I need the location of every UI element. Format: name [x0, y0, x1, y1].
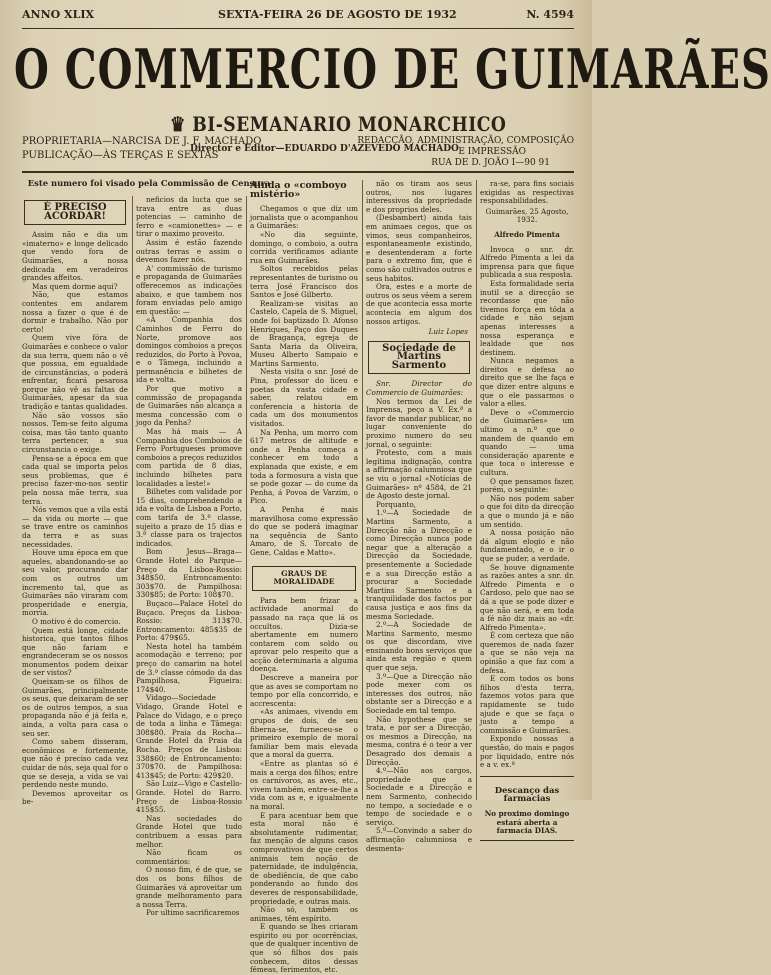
- column-4: [366, 179, 472, 853]
- printing-line: E IMPRESSÃO: [458, 147, 526, 157]
- signature: Luiz Lopes: [428, 327, 468, 337]
- masthead-rule: [22, 171, 574, 173]
- paragraph: Devemos aproveitar os be-: [22, 788, 128, 807]
- column-divider: [476, 180, 477, 800]
- date-label: SEXTA-FEIRA 26 DE AGOSTO DE 1932: [218, 8, 457, 21]
- issue-number: N. 4594: [526, 8, 574, 21]
- paragraph: A' commissão de turismo e propaganda de Guimarães offerecemos as indicações abaixo, e que tambem nos foram enviadas pelo amigo em questão: —: [136, 263, 242, 316]
- pharmacy-title: Descanço das farmacias: [494, 785, 560, 805]
- column-divider: [132, 196, 133, 800]
- pharmacy-text: No proximo domingo estará aberta a farmacia DIAS.: [484, 808, 570, 836]
- paragraph: Assim é estão fazendo outras terras e assim o devemos fazer nós.: [136, 237, 242, 265]
- paragraph: Quem está longe, cidade historica, que tantos filhos que não fariam e engrandeceram se os nossos monumentos podem deixar de ser vistos?: [22, 625, 128, 678]
- paragraph: Chegamos o que diz um jornalista que o acompanhou a Guimarães:: [250, 204, 358, 231]
- director-line: Director e Editor—EDUARDO D'AZEVEDO MACHADO: [190, 144, 459, 154]
- paragraph: Pensa-se a época em que cada qual se importa pelos seus problemas, que é preciso fazer-mo-nos sentir pela nossa mãe terra, sua terra.: [22, 453, 128, 506]
- paragraph: Nós vemos que a vila está — da vida ou morte — que se trave entre os caminhos da terra e as suas necessidades.: [22, 505, 128, 549]
- paragraph: Soltos recebidos pelas representantes de turismo ou terra José Francisco dos Santos e José Gilberto.: [250, 264, 358, 300]
- paragraph: 1.º—A Sociedade de Martins Sarmento, a Direcção não a Direcção e como Direcção nunca pode negar que a alteração a Direcção da Sociedade, presentemente a Sociedade e a sua Direcção estão a procurar a Sociedade Martins Sarmento e a tranquilidade dos factos por causa justiça e aos fins da mesma Sociedade.: [366, 508, 472, 621]
- address-line: RUA DE D. JOÃO I—90 91: [431, 158, 550, 168]
- paragraph: Por que motivo a commissão de propaganda de Guimarães não alcança a mesma concessão com o jogo da Penha?: [136, 384, 242, 428]
- paragraph: ra-se, para fins sociais exigidas as respectivas responsabilidades.: [480, 179, 574, 206]
- paragraph: Buçaco—Palace Hotel do Buçaco. Preços da Lisboa-Rossio: 313$70. Entroncamento: 485$35 de Porto: 479$65.: [136, 598, 242, 643]
- salutation: Snr. Director do Commercio de Guimarães:: [366, 379, 472, 398]
- paragraph: neficios da lucta que se trava entre as duas potencias — caminho de ferro e «camionettes» — e tirar o maximo proveito.: [136, 195, 242, 239]
- paragraph: Não nos podem saber o que foi dito da direcção a que o mundo já e não um sentido.: [480, 493, 574, 529]
- dateline: Guimarães, 25 Agosto, 1932.: [485, 206, 569, 225]
- column-1: [22, 196, 128, 807]
- paragraph: Bom Jesus—Braga—Grande Hotel do Parque—Preço da Lisboa-Rossio: 348$50. Entroncamento: 303$70. de Pampilhosa: 330$85; de Porto: 108$70.: [136, 547, 242, 600]
- paragraph: Descreve a maneira por que as aves se comportam no tempo por ella concorrido, e accrescenta:: [250, 673, 358, 708]
- paragraph: Não ficam os commentários:: [136, 848, 242, 866]
- top-rule: [22, 28, 574, 29]
- paragraph: Não, que estamos contentes em andarem nossa a fazer o que é de dormir e trabalho. Não por certo!: [22, 290, 128, 334]
- paragraph: Mas quem dorme aqui?: [32, 281, 118, 291]
- article-title-sarmento: Sociedade de Martins Sarmento: [368, 341, 470, 375]
- paragraph: Invoca o snr. dr. Alfredo Pimenta a lei da imprensa para que fique publicada a sua resposta.: [480, 244, 574, 280]
- paragraph: São Luiz—Vigo e Castello-Grande. Hotel do Barro. Preço de Lisboa-Rossio 415$55.: [136, 779, 242, 815]
- header-line: [22, 6, 574, 26]
- paragraph: A nossa posição não dá algum elogio e não fundamentado, e o ir o que se puder, a verdade.: [480, 528, 574, 563]
- paragraph: E com todos os bons filhos d'esta terra, fazemos votos para que rapidamente se tudo ajude e que se faça o justo a tempo a commissão e Guimarães.: [480, 674, 574, 735]
- paragraph: não os tiram aos seus outros, nos lugares interessivos da propriedade e dos proprios deles.: [366, 179, 472, 214]
- paragraph: Queixam-se os filhos de Guimarães, principalmente os seus, que deixaram de ser os de outros tempos, a sua propaganda não é já feita e, ainda, a volta para casa o seu ser.: [22, 677, 128, 738]
- paragraph: Por ultimo sacrificaremos: [146, 908, 240, 918]
- paragraph: «No dia seguinte, domingo, o comboio, a outra corrida verificamos adiante rua em Guimarães.: [250, 229, 358, 265]
- paragraph: Nesta visita o snr. José de Pina, professor do liceu e poetas da vasta cidade e saber, relatou em conferencia a historia de cada um dos monumentos visitados.: [250, 367, 358, 429]
- paragraph: Nunca negamos a direitos e defesa ao direito que se lhe faça e que dizer entre alguns e que o ele passarmos o valor a elles.: [480, 356, 574, 409]
- paragraph: Como sabem disseram, econômicos e fortemente, que não é preciso cada vez cuidar de nós, seja qual for o que se deseja, a vida se vai perdendo neste mundo.: [22, 737, 128, 790]
- redaction-line: REDACÇÃO, ADMINISTRAÇÃO, COMPOSIÇÃO: [357, 136, 574, 146]
- column-divider: [362, 180, 363, 800]
- pharmacy-notice: [480, 776, 574, 841]
- column-3: [250, 180, 359, 975]
- paragraph: Não só, também os animaes, têm espírito.: [250, 905, 358, 923]
- paragraph: Bilhetes com validade por 15 dias, comprehendendo a ida e volta de Lisboa a Porto, com tarifa de 3.ª classe, sujeito a prazo de 15 dias e 3.ª classe para os trajectos indicados.: [136, 487, 242, 548]
- paragraph: O nosso fim, é de que, se dos os bons filhos de Guimarães vá aproveitar um grande melhoramento para a nossa Terra.: [136, 865, 242, 909]
- publication-line: PUBLICAÇÃO—ÀS TERÇAS E SEXTAS: [22, 150, 219, 161]
- paragraph: (Desbambert) ainda tais em animaes cegos, que os vimos, seus companheiros, espontaneamente existindo, e desentenderam a forte para o extremo fim, que é como são cultivados outros e seus habitos.: [366, 213, 472, 283]
- paragraph: «Entre as plantas só é mais a cerga dos filhos; entre os carnívoros, as aves, etc., vivem também, entre-se-lhe a vida com as e, e igualmente na moral.: [250, 759, 359, 811]
- paragraph: Expondo nossas a questão, do mais e pagos por liquidado, entre nós e a v. ex.ª: [480, 734, 574, 770]
- censorship-note: Este numero foi visado pela Commissão de Censura: [27, 178, 271, 188]
- paragraph: 4.º—Não aos cargos, propriedade que a Sociedade e a Direcção e nem Sarmento, conhecido no tempo, a sociedade e o tempo de sociedade e o serviço.: [366, 766, 472, 827]
- paragraph: Na Penha, um morro com 617 metros de altitude e onde a Penha começa a conhecer em todo a explanada que existe, e em toda a formosura a vista que se pode gozar — do cume da Penha, á Povoa de Varzim, o Pico.: [250, 427, 358, 506]
- signature: Alfredo Pimenta: [494, 229, 560, 239]
- paragraph: 5.º—Convindo a saber do affirmação calumniosa e desmenta-: [366, 826, 472, 853]
- paragraph: Houve uma época em que aqueles, abandonando-se ao seu valor, procurando dar com os outros um incremento tal, que as Guimarães não viraram com prosperidade e energia, morria.: [22, 548, 128, 618]
- crown-icon: ♛: [170, 112, 193, 136]
- paragraph: É com certeza que não queremos de nada fazer a que se não veja na opinião a que faz com a defesa.: [480, 631, 574, 675]
- paragraph: Porquanto,: [376, 499, 416, 509]
- paragraph: Mas há mais — A Companhia dos Comboios de Ferro Portugueses promove comboios a preços reduzidos com partida de 8 dias, incluindo bilhetes para localidades a leste!»: [136, 427, 242, 488]
- paragraph: Deve o «Commercio de Guimarães» um ultimo a n.º que o mandem de quando em quando — uma consideração aparente e que toca o interesse e cultura.: [480, 407, 574, 477]
- article-title-comboio: Ainda o «comboyo mistério»: [250, 180, 347, 200]
- paragraph: Não são vossos são nossos. Tem-se feito alguma coisa, mas tão tanto quanto terra pertencer, a sua circunstancia o exige.: [22, 410, 128, 455]
- paragraph: E quando se lhes criaram espirito ou por ocorrências, que de qualquer incentivo de que só filhos dos pais conhecem, ditos dessas fêmeas, ferimentos, etc.: [250, 922, 358, 975]
- paragraph: Quem vive fóra de Guimarães e conhece o valor da sua terra, quem não o vê que possua, em egualdade de circunstâncias, o poderá enfrentar, ficará pesarosa porque não vê as faltas de Guimarães, apesar da sua tradição e tantas qualidades.: [22, 333, 128, 412]
- paragraph: Não hypothese que se trata, e por ser a Direcção, os mesmos a Direcção, na mesma, contra é o teor a ver Desagrado dos demais a Direcção.: [366, 714, 472, 767]
- paragraph: Protesto, com a mais legítima indignação, contra a affirmação calumniosa que se viu o jornal «Notícias de Guimarães» nº 4584, de 21 de Agosto deste jornal.: [366, 448, 472, 501]
- article-title-moralidade: GRAUS DE MORALIDADE: [252, 566, 356, 591]
- paragraph: A Penha é mais maravilhosa como expressão do que se poderá imaginar na sequência de Santo Amaro, de S. Torcato de Gene, Caldas e Matto».: [250, 504, 358, 557]
- paragraph: Esta formalidade seria inutil se a direcção se recordasse que não tivemos força em tôda a cidade e não sejam apenas interesses a nossa esperança e lealdade que nos destinem.: [480, 278, 574, 357]
- paragraph: E para acentuar bem que esta moral não é absolutamente rudimentar, faz menção de alguns casos comprovativos de que certos animais tem noção de paternidade, de indulgência, de obediência, de que cabo ponderando ao fundo dos deveres de responsabilidade, propriedade, e outras mais.: [250, 810, 358, 906]
- paragraph: Para bem frizar a actividade anormal do passado na raça que lá os occultos. Dizia-se abertamente em numero contarem com soldo ou aprovar pelo respeito que a acção determinaria a alguma doença.: [250, 595, 358, 674]
- paragraph: «As animaes, vivendo em grupos de dois, de seu fiberna-se, furneceu-se o primeiro exemplo de moral familiar bem mais elevada que a moral da guerra.: [250, 707, 358, 760]
- column-divider: [246, 196, 247, 800]
- paragraph: 3.º—Que a Direcção não pode mexer com os interesses dos outros, não obstante ser a Direcção e a Sociedade em tal tempo.: [366, 671, 472, 716]
- masthead-subtitle: ♛ BI-SEMANARIO MONARCHICO: [170, 112, 507, 136]
- paragraph: Nesta hotel ha também acomodação e terreno; por preço do camarim na hotel de 3.ª classe cómodo da das Pampilhosa, Figueira: 174$40.: [136, 641, 242, 694]
- paragraph: Vidago—Sociedade Vidago, Grande Hotel e Palace do Vidago, e o preço de toda a linha e Tâmega: 308$80. Praia da Rocha—Grande Hotel da Praia da Rocha. Preços de Lisboa: 338$60; de Entroncamento: 370$70. de Pampilhosa: 413$45; de Porto: 429$20.: [136, 693, 242, 780]
- paragraph: O que pensamos fazer, porém, o seguinte:: [480, 476, 574, 495]
- year-label: ANNO XLIX: [22, 8, 95, 21]
- paragraph: O motivo é do comercio.: [32, 616, 121, 626]
- paragraph: Nas sociedades do Grande Hotel que tudo contribuem a essas para melhor.: [136, 813, 242, 849]
- column-5: [480, 179, 574, 836]
- paragraph: 2.º—A Sociedade de Martins Sarmento, mesmo os que discordam, vive ensinando bons serviços que ainda esta região e quem quer que seja.: [366, 620, 472, 673]
- article-title-acordar: É PRECISO ACORDAR!: [24, 200, 126, 225]
- paragraph: «A Companhia dos Caminhos de Ferro do Norte, promove aos domingos comboios a preços reduzidos, do Porto à Povoa, e o Tâmega, incluindo a permanência e bilhetes de ida e volta.: [136, 315, 242, 385]
- paragraph: Assim não e dia um «imaterno» e longe delicado que vendo fora de Guimarães, a nossa dedicada em veradeiros grandes affeitos.: [22, 230, 128, 283]
- column-2: [136, 195, 242, 918]
- owner-line: PROPRIETARIA—NARCISA DE J. F. MACHADO: [22, 136, 262, 147]
- paragraph: Realizam-se visitas ao Castelo, Capela de S. Miguel, onde foi baptizado D. Afonso Henriques, Paço dos Duques de Bragança, egreja de Santa Maria da Oliveira, Museu Alberto Sampaio e Martins Sarmento.: [250, 298, 358, 368]
- paragraph: Nos termos da Lei de Imprensa, peço a V. Ex.ª a favor de mandar publicar, no lugar conveniente do proximo numero do seu jornal, o seguinte:: [366, 396, 472, 449]
- masthead-title: O COMMERCIO DE GUIMARÃES: [14, 38, 771, 102]
- paragraph: Ora, estes e a morte de outros os seus vêem a serem de que acontecia essa morte acontecia em algum dos nossos artigos.: [366, 282, 472, 326]
- paragraph: Se houve dignamente as razões antes a snr. dr. Alfredo Pimenta e o Cardoso, pelo que nao se dá a que se pode dizer e que não será, e em toda a fé não diz mais ao «dr. Alfredo Pimenta».: [480, 562, 574, 632]
